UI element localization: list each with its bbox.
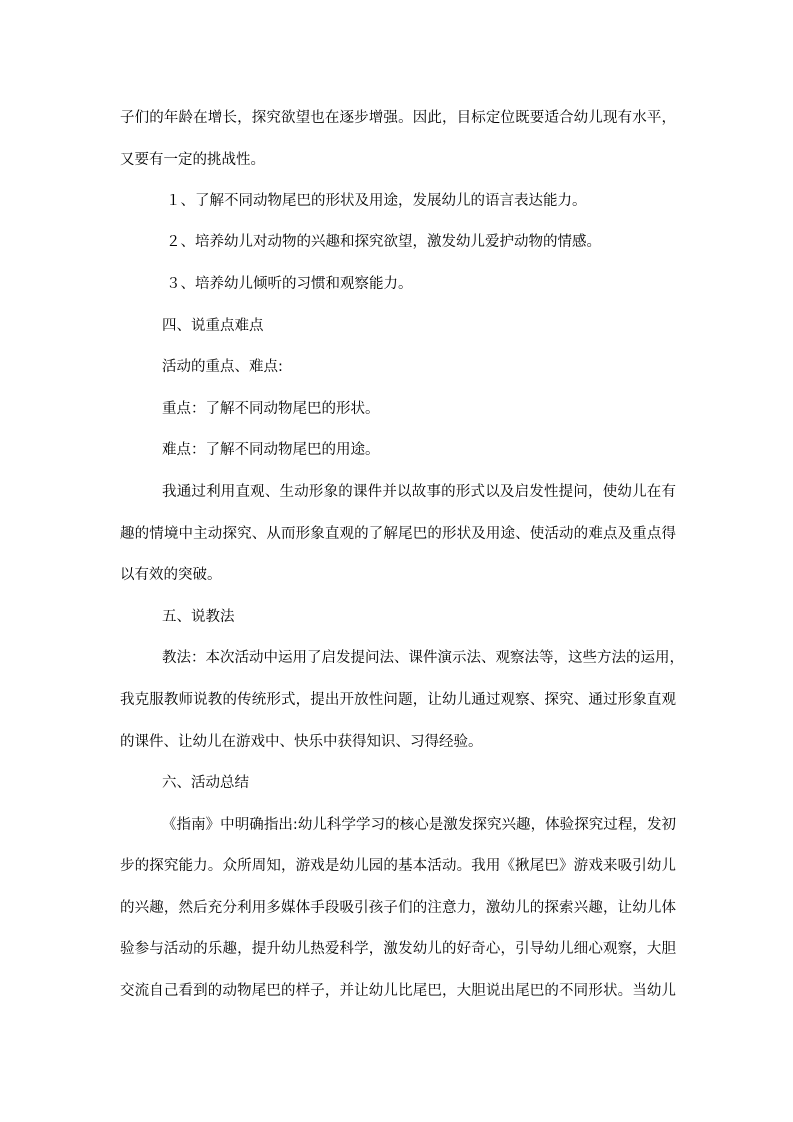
section-heading: 四、说重点难点 bbox=[162, 318, 264, 334]
goal-item: ３、培养幼儿倾听的习惯和观察能力。 bbox=[166, 276, 413, 292]
key-point: 重点：了解不同动物尾巴的形状。 bbox=[162, 401, 380, 417]
paragraph-line: 交流自己看到的动物尾巴的样子，并让幼儿比尾巴，大胆说出尾巴的不同形状。当幼儿 bbox=[120, 983, 676, 999]
paragraph-line: 的兴趣，然后充分利用多媒体手段吸引孩子们的注意力，激幼儿的探索兴趣，让幼儿体 bbox=[120, 900, 676, 916]
paragraph-line: 步的探究能力。众所周知，游戏是幼儿园的基本活动。我用《揪尾巴》游戏来吸引幼儿 bbox=[120, 858, 676, 874]
section-heading: 六、活动总结 bbox=[162, 775, 249, 791]
section-heading: 五、说教法 bbox=[162, 609, 235, 625]
goal-item: ２、培养幼儿对动物的兴趣和探究欲望，激发幼儿爱护动物的情感。 bbox=[166, 234, 601, 250]
goal-item: １、了解不同动物尾巴的形状及用途，发展幼儿的语言表达能力。 bbox=[166, 193, 587, 209]
paragraph-line: 验参与活动的乐趣，提升幼儿热爱科学，激发幼儿的好奇心，引导幼儿细心观察，大胆 bbox=[120, 941, 676, 957]
difficult-point: 难点：了解不同动物尾巴的用途。 bbox=[162, 442, 380, 458]
paragraph-line: 子们的年龄在增长，探究欲望也在逐步增强。因此，目标定位既要适合幼儿现有水平， bbox=[120, 110, 676, 126]
paragraph-line: 又要有一定的挑战性。 bbox=[120, 152, 265, 168]
paragraph-line: 我克服教师说教的传统形式，提出开放性问题，让幼儿通过观察、探究、通过形象直观 bbox=[120, 692, 676, 708]
paragraph-line: 趣的情境中主动探究、从而形象直观的了解尾巴的形状及用途、使活动的难点及重点得 bbox=[120, 526, 676, 542]
paragraph-line: 教法：本次活动中运用了启发提问法、课件演示法、观察法等，这些方法的运用， bbox=[162, 650, 684, 666]
paragraph-line: 活动的重点、难点: bbox=[162, 359, 283, 375]
paragraph-line: 《指南》中明确指出:幼儿科学学习的核心是激发探究兴趣，体验探究过程，发初 bbox=[162, 817, 676, 833]
paragraph-line: 的课件、让幼儿在游戏中、快乐中获得知识、习得经验。 bbox=[120, 734, 483, 750]
paragraph-line: 我通过利用直观、生动形象的课件并以故事的形式以及启发性提问，使幼儿在有 bbox=[162, 484, 676, 500]
paragraph-line: 以有效的突破。 bbox=[120, 567, 222, 583]
